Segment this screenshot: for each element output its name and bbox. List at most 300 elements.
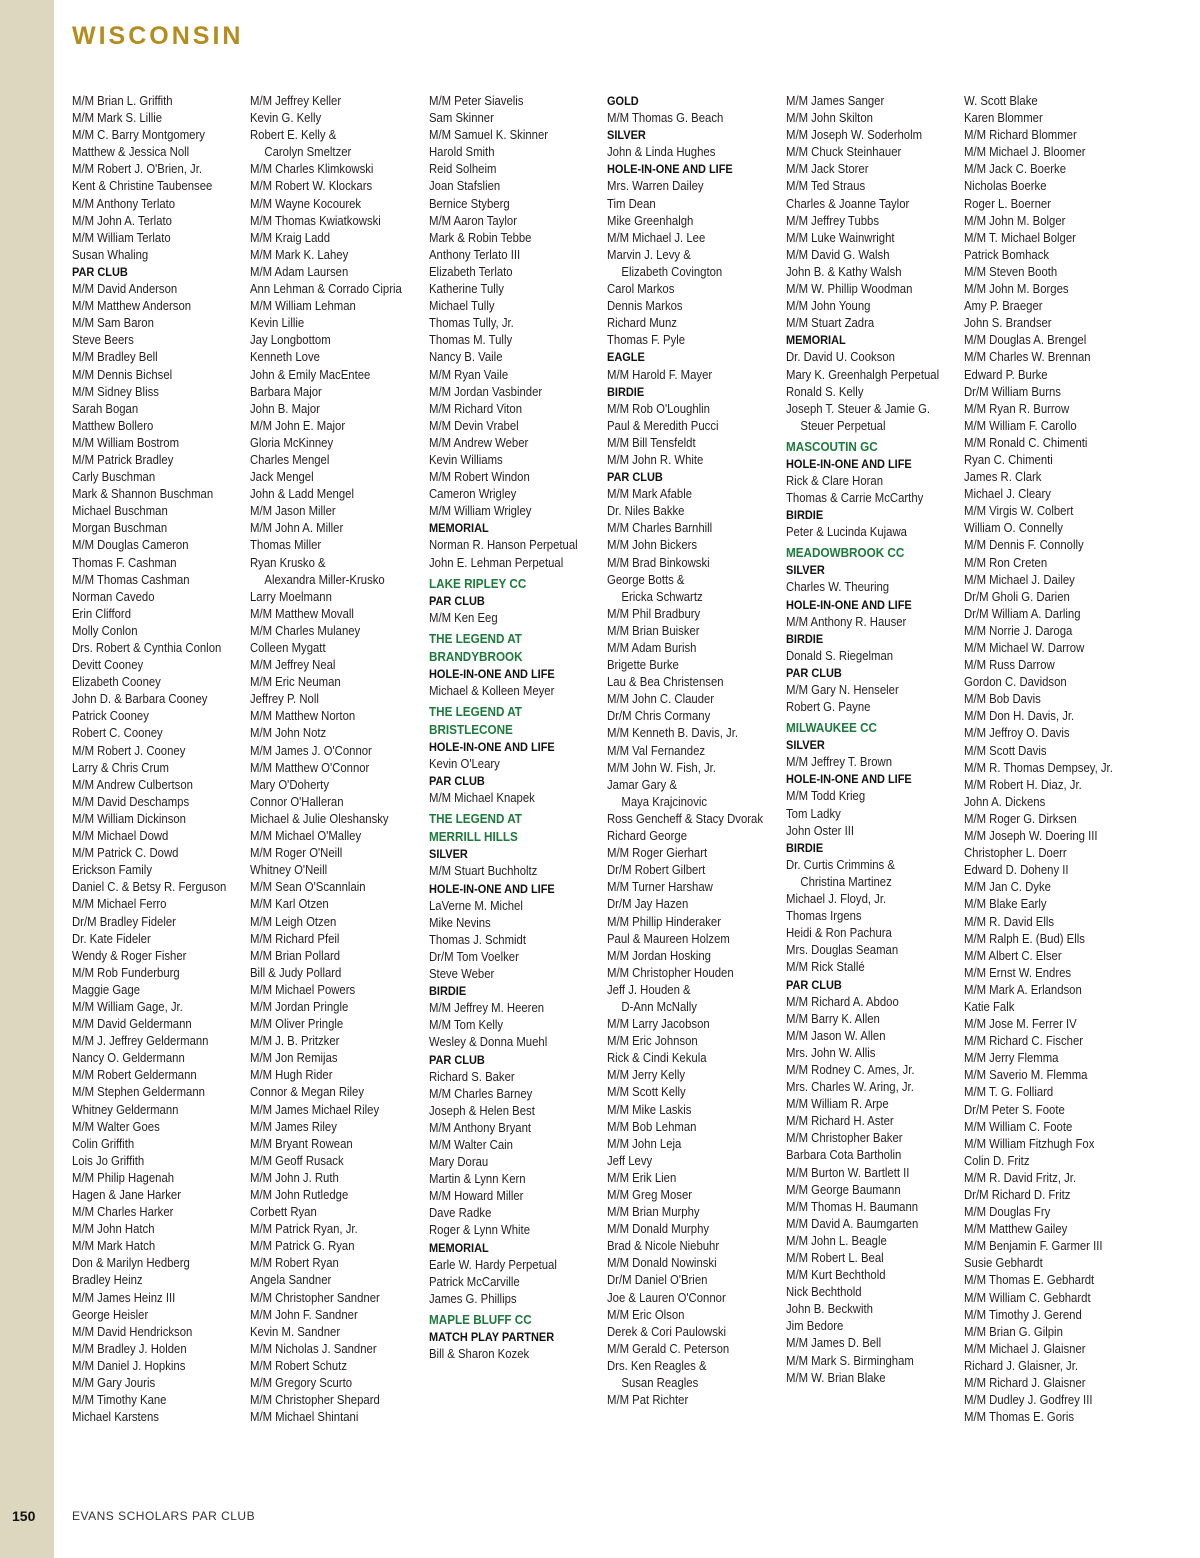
level-heading: PAR CLUB [429,593,485,608]
donor-name: Patrick Cooney [72,709,149,724]
donor-name: M/M James Riley [250,1119,337,1134]
donor-name: M/M Aaron Taylor [429,213,517,228]
donor-name: M/M Robert J. O'Brien, Jr. [72,162,203,177]
donor-name: M/M R. David Ells [964,914,1055,929]
level-heading: EAGLE [607,350,645,365]
level-heading: HOLE-IN-ONE AND LIFE [607,162,733,177]
donor-name: Brad & Nicole Niebuhr [607,1239,720,1254]
donor-name: M/M John Hatch [72,1222,155,1237]
donor-name: M/M Jordan Hosking [607,948,711,963]
donor-name: M/M Luke Wainwright [786,230,895,245]
donor-name: M/M Sean O'Scannlain [250,880,366,895]
donor-name: George Heisler [72,1307,149,1322]
donor-name: Charles & Joanne Taylor [786,196,910,211]
donor-name: Carly Buschman [72,470,156,485]
donor-name: M/M Rob Funderburg [72,965,180,980]
donor-name: M/M David Deschamps [72,794,190,809]
level-heading: MEMORIAL [786,333,846,348]
level-heading: HOLE-IN-ONE AND LIFE [786,597,912,612]
donor-name: Heidi & Ron Pachura [786,926,892,941]
donor-name-continued: Carolyn Smeltzer [264,145,352,160]
donor-name: John & Linda Hughes [607,145,716,160]
running-title: EVANS SCHOLARS PAR CLUB [72,1509,256,1523]
donor-name: M/M Ted Straus [786,179,866,194]
donor-name: M/M Patrick C. Dowd [72,846,179,861]
donor-name: M/M Michael W. Darrow [964,641,1085,655]
donor-name: M/M John E. Major [250,418,346,433]
donor-name: M/M Anthony Bryant [429,1120,532,1135]
donor-name: M/M Mike Laskis [607,1102,692,1117]
club-name: LAKE RIPLEY CC [429,575,527,591]
donor-name: M/M Robert Schutz [250,1358,348,1373]
donor-name: M/M Brian Pollard [250,948,341,963]
donor-name: M/M John M. Bolger [964,213,1066,228]
donor-name: Thomas F. Cashman [72,555,177,570]
donor-name: M/M Timothy J. Gerend [964,1307,1082,1322]
level-heading: HOLE-IN-ONE AND LIFE [429,740,555,754]
donor-name: Wendy & Roger Fisher [72,948,187,963]
donor-name: M/M Jeffrey Keller [250,94,342,108]
donor-name: M/M Douglas Cameron [72,538,189,553]
donor-name: M/M Brian Murphy [607,1205,700,1220]
donor-name: M/M Michael O'Malley [250,829,362,844]
donor-name: M/M Jan C. Dyke [964,880,1051,895]
donor-name: M/M Richard J. Glaisner [964,1376,1086,1391]
donor-name: M/M Brian G. Gilpin [964,1324,1063,1339]
donor-name: M/M Thomas H. Baumann [786,1199,919,1214]
donor-name: Mary O'Doherty [250,777,330,792]
donor-name: M/M Turner Harshaw [607,880,713,895]
donor-name: M/M John J. Ruth [250,1170,339,1185]
donor-name: M/M Tom Kelly [429,1018,504,1033]
donor-name: Dr/M Chris Cormany [607,709,711,724]
donor-name: M/M Sam Baron [72,316,154,331]
donor-name: M/M William Terlato [72,230,171,245]
donor-name: Elizabeth Cooney [72,675,161,690]
donor-name: Thomas Tully, Jr. [429,316,514,331]
donor-name: John D. & Barbara Cooney [72,692,208,707]
donor-name: M/M Eric Olson [607,1307,685,1322]
donor-name: M/M Phillip Hinderaker [607,914,722,929]
donor-name: M/M Jeffroy O. Davis [964,726,1070,741]
donor-name: M/M Daniel J. Hopkins [72,1358,186,1373]
donor-name: M/M Erik Lien [607,1170,677,1185]
level-heading: PAR CLUB [786,977,842,992]
donor-name: Dr/M Robert Gilbert [607,863,706,878]
page-number: 150 [12,1508,36,1524]
donor-name: Molly Conlon [72,623,138,638]
donor-name: Jeff Levy [607,1153,653,1168]
donor-name-continued: D-Ann McNally [621,999,697,1014]
donor-name: M/M Eric Neuman [250,675,341,690]
donor-name: Nick Bechthold [786,1285,862,1300]
donor-name: M/M William Bostrom [72,435,180,450]
donor-name: M/M Brian Buisker [607,623,700,638]
donor-name: Dr. Niles Bakke [607,504,685,519]
donor-name: Larry & Chris Crum [72,760,169,775]
donor-name: M/M Saverio M. Flemma [964,1068,1088,1083]
donor-name: M/M Robert J. Cooney [72,743,186,758]
column-5 [786,93,962,1387]
donor-name: Amy P. Braeger [964,299,1043,314]
donor-name: M/M Timothy Kane [72,1393,167,1408]
donor-name: Patrick Bomhack [964,247,1050,262]
donor-name-continued: Susan Reagles [621,1376,699,1391]
donor-name: Paul & Meredith Pucci [607,418,719,433]
donor-name: M/M Bradley J. Holden [72,1341,187,1356]
donor-name: M/M John Rutledge [250,1188,349,1202]
donor-name: M/M Joseph W. Doering III [964,829,1098,844]
donor-name: M/M Matthew Gailey [964,1222,1068,1237]
donor-name: Michael Tully [429,299,495,314]
donor-name: Richard George [607,829,688,844]
donor-name: M/M Robert Geldermann [72,1068,197,1083]
donor-name: Donald S. Riegelman [786,648,894,663]
donor-name: Jeff J. Houden & [607,982,691,997]
donor-name: Matthew & Jessica Noll [72,145,190,160]
donor-name: John & Ladd Mengel [250,487,354,502]
donor-name: M/M William R. Arpe [786,1097,889,1112]
donor-name: Mike Nevins [429,915,491,930]
donor-name: M/M Kurt Bechthold [786,1268,886,1283]
donor-name: M/M Norrie J. Daroga [964,623,1073,638]
donor-name: Edward D. Doheny II [964,863,1069,878]
column-3 [429,93,605,1363]
club-name: MEADOWBROOK CC [786,545,905,561]
donor-name: M/M Thomas E. Goris [964,1410,1075,1425]
donor-name: George Botts & [607,572,685,587]
donor-name: M/M Karl Otzen [250,897,329,912]
donor-name: Jim Bedore [786,1319,844,1334]
donor-name: M/M James J. O'Connor [250,743,372,758]
donor-name: M/M Gerald C. Peterson [607,1341,730,1356]
donor-name: Michael Buschman [72,504,168,519]
donor-name: M/M Michael Shintani [250,1410,359,1425]
donor-name: M/M Dennis Bichsel [72,367,173,382]
donor-name: M/M David G. Walsh [786,247,890,262]
donor-name: M/M Roger G. Dirksen [964,811,1077,826]
donor-name: John Oster III [786,823,855,838]
donor-name: M/M William Gage, Jr. [72,999,183,1014]
donor-name: M/M Ron Creten [964,555,1048,570]
donor-name: M/M Benjamin F. Garmer III [964,1239,1103,1254]
donor-name: M/M Patrick Bradley [72,452,174,467]
donor-name: W. Scott Blake [964,94,1038,108]
donor-name: M/M Robert L. Beal [786,1251,884,1265]
donor-name: M/M Rick Stallé [786,960,865,975]
level-heading: SILVER [607,128,646,143]
donor-name: Kevin O'Leary [429,757,500,772]
donor-name: Larry Moelmann [250,589,332,604]
donor-name: Karen Blommer [964,111,1043,126]
donor-name: M/M Thomas G. Beach [607,111,724,126]
donor-name: M/M Richard C. Fischer [964,1034,1084,1049]
donor-name: M/M Chuck Steinhauer [786,145,902,160]
donor-name: M/M Robert H. Diaz, Jr. [964,777,1082,792]
level-heading: SILVER [786,738,825,753]
donor-name: Daniel C. & Betsy R. Ferguson [72,880,227,895]
donor-name: Thomas F. Pyle [607,333,686,348]
donor-name: Dr/M Peter S. Foote [964,1102,1065,1117]
donor-name: Lois Jo Griffith [72,1153,145,1168]
donor-name: Ryan Krusko & [250,555,326,570]
club-name: BRISTLECONE [429,722,513,737]
level-heading: MEMORIAL [429,1240,489,1255]
level-heading: PAR CLUB [429,774,485,789]
donor-name: M/M Howard Miller [429,1189,524,1204]
donor-name: M/M Kraig Ladd [250,230,331,245]
club-name: MASCOUTIN GC [786,438,878,454]
donor-name: M/M T. Michael Bolger [964,230,1076,245]
donor-name-continued: Elizabeth Covington [621,264,723,279]
donor-name: Maggie Gage [72,982,141,997]
level-heading: HOLE-IN-ONE AND LIFE [429,666,555,681]
donor-name: M/M William Wrigley [429,504,532,519]
donor-name: Robert G. Payne [786,700,871,715]
donor-name: M/M Michael J. Lee [607,230,706,245]
donor-name: M/M William C. Foote [964,1119,1073,1134]
donor-name: Robert E. Kelly & [250,128,337,143]
donor-name: Bill & Sharon Kozek [429,1347,530,1361]
donor-name: Michael & Kolleen Meyer [429,683,555,698]
donor-name: Marvin J. Levy & [607,247,691,262]
donor-name: Barbara Major [250,384,322,399]
donor-name: Brigette Burke [607,658,679,673]
level-heading: MEMORIAL [429,521,489,536]
donor-name: Mary Dorau [429,1155,489,1170]
donor-name: Michael J. Cleary [964,487,1051,502]
donor-name: Colin D. Fritz [964,1153,1030,1168]
donor-name: M/M Samuel K. Skinner [429,128,549,143]
donor-name: Norman Cavedo [72,589,155,604]
donor-name: M/M Russ Darrow [964,658,1055,673]
donor-name: M/M William Fitzhugh Fox [964,1136,1095,1151]
donor-name: M/M Charles Barney [429,1086,533,1101]
donor-name: M/M Roger Gierhart [607,846,708,861]
club-name: THE LEGEND AT [429,811,522,827]
donor-name: Dr. Kate Fideler [72,931,151,946]
donor-name: M/M Bob Lehman [607,1119,697,1134]
donor-name: M/M Christopher Shepard [250,1393,380,1408]
donor-name: M/M Mark S. Birmingham [786,1353,914,1368]
donor-name: Nancy O. Geldermann [72,1051,185,1066]
donor-name: M/M Jason Miller [250,504,336,519]
donor-name: Erickson Family [72,863,152,878]
donor-name: Kevin Williams [429,452,503,467]
donor-name: M/M Jeffrey Tubbs [786,213,880,228]
club-name: THE LEGEND AT [429,630,522,646]
donor-name: M/M Rob O'Loughlin [607,401,710,416]
donor-name: Edward P. Burke [964,367,1048,382]
donor-name: M/M Burton W. Bartlett II [786,1165,910,1180]
donor-name: Martin & Lynn Kern [429,1172,526,1187]
donor-name: M/M Jon Remijas [250,1051,338,1066]
donor-name: Charles W. Theuring [786,580,890,595]
donor-name: Barbara Cota Bartholin [786,1148,902,1163]
donor-name: Lau & Bea Christensen [607,675,724,690]
donor-name: M/M Charles Klimkowski [250,162,374,177]
donor-name: M/M Jack Storer [786,162,869,177]
donor-name: M/M Roger O'Neill [250,846,343,861]
donor-name-continued: Alexandra Miller-Krusko [264,572,385,587]
donor-name: Mrs. Douglas Seaman [786,943,899,958]
donor-name: M/M Douglas Fry [964,1205,1051,1220]
donor-name: Mrs. John W. Allis [786,1045,876,1060]
club-name: THE LEGEND AT [429,704,522,719]
donor-name: Richard Munz [607,316,677,331]
donor-name: M/M Robert Windon [429,470,530,485]
donor-name: M/M John Skilton [786,111,873,126]
level-heading: BIRDIE [786,631,824,646]
donor-name: Steve Weber [429,967,495,982]
donor-name: M/M R. David Fritz, Jr. [964,1170,1077,1185]
donor-name: M/M James Michael Riley [250,1102,380,1117]
donor-name: M/M Christopher Baker [786,1131,903,1146]
donor-name: M/M Todd Krieg [786,789,866,804]
donor-name: M/M Rodney C. Ames, Jr. [786,1062,915,1077]
column-6 [964,93,1140,1426]
donor-name: Richard J. Glaisner, Jr. [964,1358,1079,1373]
donor-name: Robert C. Cooney [72,726,163,741]
donor-name: James R. Clark [964,470,1042,485]
donor-name: Colin Griffith [72,1136,135,1151]
donor-name: Kevin Lillie [250,316,305,331]
donor-name: Dr/M Bradley Fideler [72,914,176,929]
donor-name: M/M John M. Borges [964,282,1069,297]
donor-name: M/M Stephen Geldermann [72,1085,205,1100]
donor-name: M/M John L. Beagle [786,1233,887,1248]
donor-name: M/M John Young [786,299,871,314]
level-heading: MATCH PLAY PARTNER [429,1329,555,1344]
column-1 [72,93,248,1426]
donor-name: M/M John W. Fish, Jr. [607,760,716,775]
donor-name: M/M Thomas E. Gebhardt [964,1273,1095,1288]
donor-name: LaVerne M. Michel [429,898,523,913]
donor-name: Richard S. Baker [429,1069,515,1084]
donor-name: M/M Barry K. Allen [786,1011,880,1026]
donor-name: Mike Greenhalgh [607,213,694,228]
donor-name: Joan Stafslien [429,179,501,194]
donor-name: M/M Ryan Vaile [429,367,509,382]
donor-name: M/M Devin Vrabel [429,418,519,433]
donor-name: Katherine Tully [429,282,504,297]
donor-name: Ross Gencheff & Stacy Dvorak [607,811,764,826]
donor-name: Dr/M William Burns [964,384,1061,399]
donor-name: M/M David Hendrickson [72,1324,193,1339]
donor-name: Charles Mengel [250,452,330,467]
donor-name: M/M Brian L. Griffith [72,94,173,108]
donor-name: Jay Longbottom [250,333,331,348]
donor-name: M/M Walter Goes [72,1119,160,1134]
donor-name: M/M C. Barry Montgomery [72,128,205,143]
donor-name: Ann Lehman & Corrado Cipria [250,282,402,297]
donor-name: M/M Geoff Rusack [250,1153,344,1168]
level-heading: PAR CLUB [607,470,663,485]
donor-name: M/M Bob Davis [964,692,1041,707]
donor-name: Susie Gebhardt [964,1256,1043,1271]
donor-name: Reid Solheim [429,162,497,177]
donor-name: M/M Robert Ryan [250,1256,339,1271]
donor-name: M/M Charles Harker [72,1205,174,1220]
donor-name: M/M Matthew Anderson [72,299,192,314]
donor-name: M/M Sidney Bliss [72,384,159,399]
donor-name: M/M John R. White [607,452,704,467]
donor-name: Ryan C. Chimenti [964,452,1053,467]
level-heading: SILVER [786,563,825,578]
donor-name: Bernice Styberg [429,196,510,211]
donor-name: M/M Patrick Ryan, Jr. [250,1222,358,1237]
donor-name: M/M John F. Sandner [250,1307,358,1322]
donor-name: Dr/M Tom Voelker [429,949,519,964]
donor-name: Matthew Bollero [72,418,154,433]
donor-name: Anthony Terlato III [429,247,521,262]
donor-name: Drs. Ken Reagles & [607,1358,707,1373]
donor-name: John B. & Kathy Walsh [786,264,902,279]
level-heading: BIRDIE [607,384,645,399]
donor-name: M/M Mark S. Lillie [72,111,163,126]
donor-name: M/M Steven Booth [964,264,1058,279]
donor-name: Erin Clifford [72,606,132,621]
donor-name: M/M Ken Eeg [429,610,498,625]
donor-name: Thomas Miller [250,538,322,553]
donor-name: Michael & Julie Oleshansky [250,811,389,826]
donor-name: M/M Michael J. Bloomer [964,145,1086,160]
club-name: MILWAUKEE CC [786,720,878,736]
donor-name: M/M George Baumann [786,1182,901,1197]
donor-name: M/M Scott Kelly [607,1085,686,1100]
club-name: BRANDYBROOK [429,648,523,664]
donor-name: M/M Charles W. Brennan [964,350,1091,365]
donor-name: M/M Richard Pfeil [250,931,340,946]
donor-name: Bill & Judy Pollard [250,965,342,980]
donor-name: M/M Michael Powers [250,982,356,997]
donor-name: James G. Phillips [429,1291,517,1306]
donor-name: M/M David A. Baumgarten [786,1216,919,1231]
level-heading: PAR CLUB [429,1052,485,1067]
donor-name: Angela Sandner [250,1273,332,1288]
donor-name: M/M Thomas Kwiatkowski [250,213,381,228]
column-4 [607,93,783,1409]
donor-name: Whitney Geldermann [72,1102,179,1117]
donor-name: Dr. David U. Cookson [786,350,895,365]
donor-name: Don & Marilyn Hedberg [72,1256,190,1271]
donor-name: John A. Dickens [964,794,1046,809]
donor-name: Connor O'Halleran [250,794,344,809]
donor-name: Thomas J. Schmidt [429,932,527,947]
donor-name: M/M Eric Johnson [607,1034,698,1049]
donor-name: Tom Ladky [786,806,841,821]
donor-name: M/M Kenneth B. Davis, Jr. [607,726,739,741]
donor-name: Jeffrey P. Noll [250,692,319,707]
donor-name: M/M Christopher Sandner [250,1290,380,1305]
donor-name: Devitt Cooney [72,658,144,673]
donor-name: M/M Richard Blommer [964,128,1077,143]
donor-name: M/M Bryant Rowean [250,1136,353,1151]
donor-name: Patrick McCarville [429,1274,520,1289]
donor-name: Sam Skinner [429,111,494,126]
donor-name: M/M Gregory Scurto [250,1376,353,1391]
donor-name: Sarah Bogan [72,401,139,416]
donor-name: Thomas Irgens [786,909,862,924]
donor-name: Ronald S. Kelly [786,384,864,399]
donor-name: M/M Patrick G. Ryan [250,1239,355,1254]
donor-name: William O. Connelly [964,521,1063,536]
level-heading: HOLE-IN-ONE AND LIFE [786,772,912,787]
donor-name-continued: Ericka Schwartz [621,589,703,604]
donor-name: Cameron Wrigley [429,487,517,502]
donor-name: M/M Jeffrey T. Brown [786,755,893,770]
donor-name: Drs. Robert & Cynthia Conlon [72,641,222,655]
